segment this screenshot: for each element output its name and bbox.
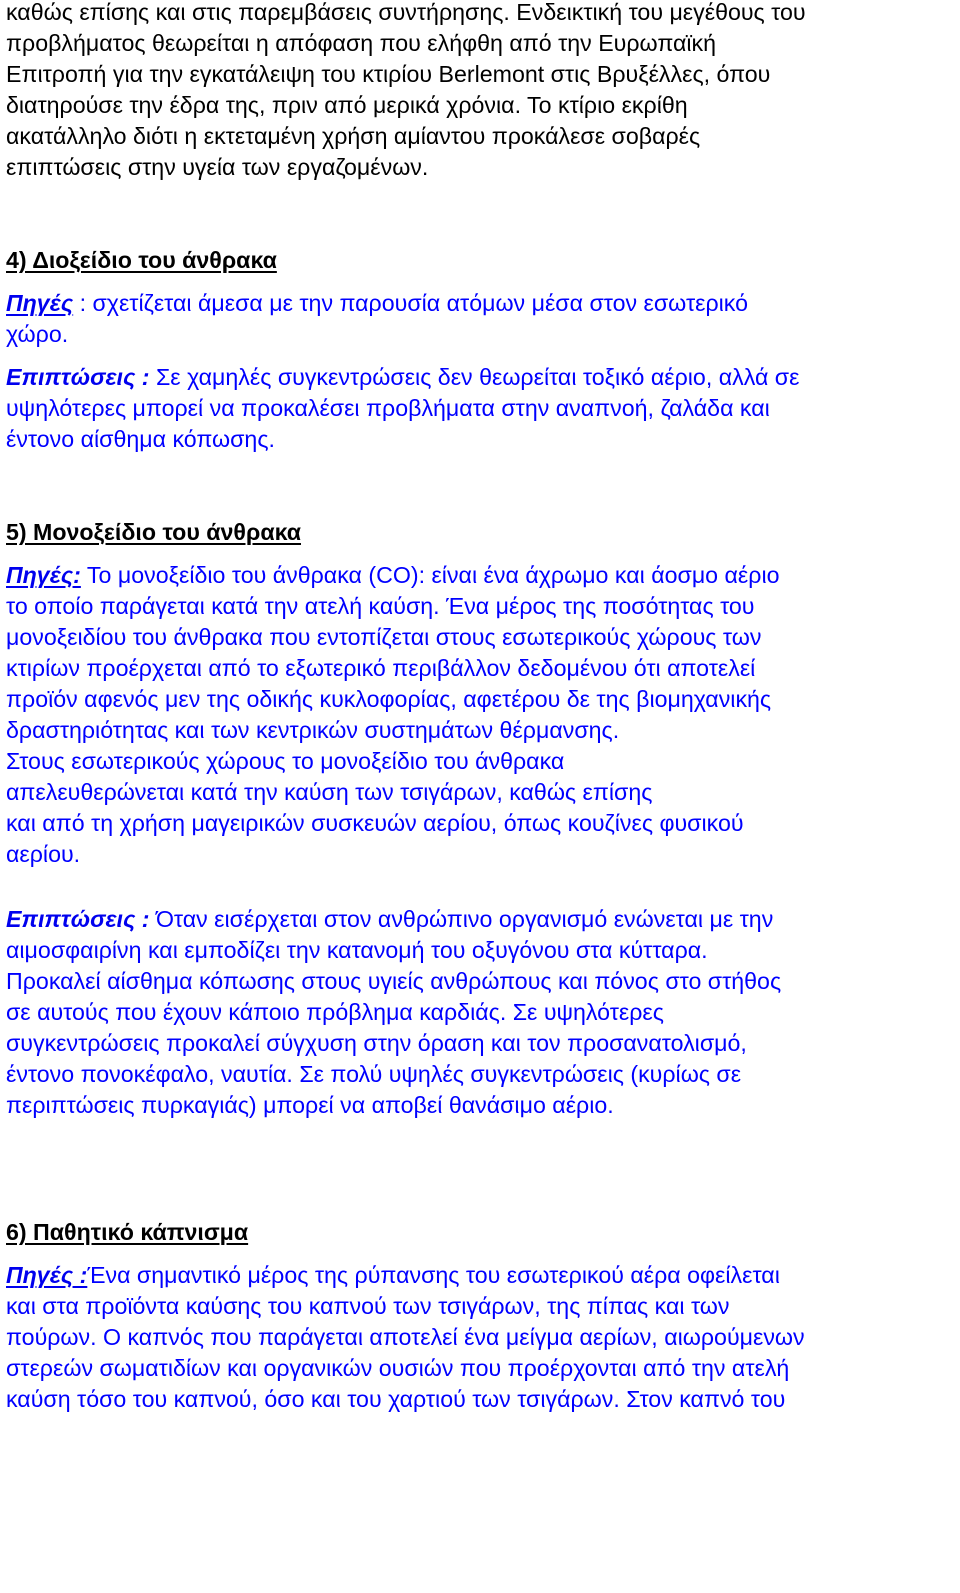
- sources-label: Πηγές:: [6, 562, 81, 588]
- spacer: [6, 455, 954, 517]
- section-heading: 4) Διοξείδιο του άνθρακα: [6, 247, 277, 273]
- sources-line: Πηγές: Το μονοξείδιο του άνθρακα (CO): είναι ένα άχρωμο και άοσμο αέριο: [6, 562, 780, 588]
- paragraph-line: προβλήματος θεωρείται η απόφαση που ελήφθη από την Ευρωπαϊκή: [6, 30, 717, 56]
- paragraph-line: ακατάλληλο διότι η εκτεταμένη χρήση αμίαντου προκάλεσε σοβαρές: [6, 123, 701, 149]
- sources-line: Πηγές : σχετίζεται άμεσα με την παρουσία ατόμων μέσα στον εσωτερικό: [6, 290, 748, 316]
- paragraph-line: περιπτώσεις πυρκαγιάς) μπορεί να αποβεί θανάσιμο αέριο.: [6, 1092, 614, 1118]
- paragraph-line: Προκαλεί αίσθημα κόπωσης στους υγιείς ανθρώπους και πόνος στο στήθος: [6, 968, 782, 994]
- spacer: [6, 1183, 954, 1217]
- paragraph-line: έντονο πονοκέφαλο, ναυτία. Σε πολύ υψηλές συγκεντρώσεις (κυρίως σε: [6, 1061, 742, 1087]
- paragraph-line: καύση τόσο του καπνού, όσο και του χαρτιού των τσιγάρων. Στον καπνό του: [6, 1386, 786, 1412]
- paragraph-line: επιπτώσεις στην υγεία των εργαζομένων.: [6, 154, 429, 180]
- spacer: [6, 870, 954, 904]
- spacer: [6, 183, 954, 245]
- paragraph-line: χώρο.: [6, 321, 69, 347]
- spacer: [6, 548, 954, 560]
- paragraph-line: μονοξειδίου του άνθρακα που εντοπίζεται στους εσωτερικούς χώρους των: [6, 624, 762, 650]
- section-heading: 5) Μονοξείδιο του άνθρακα: [6, 519, 301, 545]
- sources-label: Πηγές :: [6, 1262, 88, 1288]
- intro-paragraph: [6, 0, 954, 183]
- paragraph-line: στερεών σωματιδίων και οργανικών ουσιών που προέρχονται από την ατελή: [6, 1355, 790, 1381]
- paragraph-line: διατηρούσε την έδρα της, πριν από μερικά χρόνια. Το κτίριο εκρίθη: [6, 92, 688, 118]
- spacer: [6, 276, 954, 288]
- paragraph-line: πούρων. Ο καπνός που παράγεται αποτελεί ένα μείγμα αερίων, αιωρούμενων: [6, 1324, 805, 1350]
- spacer: [6, 1121, 954, 1183]
- paragraph-line: προϊόν αφενός μεν της οδικής κυκλοφορίας, αφετέρου δε της βιομηχανικής: [6, 686, 772, 712]
- paragraph-line: υψηλότερες μπορεί να προκαλέσει προβλήματα στην αναπνοή, ζαλάδα και: [6, 395, 770, 421]
- paragraph-line: καθώς επίσης και στις παρεμβάσεις συντήρησης. Ενδεικτική του μεγέθους του: [6, 0, 806, 25]
- paragraph-line: συγκεντρώσεις προκαλεί σύγχυση στην όραση και τον προσανατολισμό,: [6, 1030, 747, 1056]
- paragraph-line: αερίου.: [6, 841, 81, 867]
- paragraph-line: Στους εσωτερικούς χώρους το μονοξείδιο του άνθρακα: [6, 748, 565, 774]
- effects-line: Επιπτώσεις : Όταν εισέρχεται στον ανθρώπινο οργανισμό ενώνεται με την: [6, 906, 774, 932]
- sources-label: Πηγές: [6, 290, 74, 316]
- paragraph-line: έντονο αίσθημα κόπωσης.: [6, 426, 275, 452]
- section-heading: 6) Παθητικό κάπνισμα: [6, 1219, 249, 1245]
- document-page: [6, 0, 954, 1415]
- spacer: [6, 1248, 954, 1260]
- effects-label: Επιπτώσεις :: [6, 364, 150, 390]
- section-carbon-monoxide: [6, 517, 954, 1121]
- paragraph-line: Επιτροπή για την εγκατάλειψη του κτιρίου Berlemont στις Βρυξέλλες, όπου: [6, 61, 771, 87]
- paragraph-line: σε αυτούς που έχουν κάποιο πρόβλημα καρδιάς. Σε υψηλότερες: [6, 999, 664, 1025]
- paragraph-line: και στα προϊόντα καύσης του καπνού των τσιγάρων, της πίπας και των: [6, 1293, 730, 1319]
- paragraph-line: και από τη χρήση μαγειρικών συσκευών αερίου, όπως κουζίνες φυσικού: [6, 810, 744, 836]
- paragraph-line: δραστηριότητας και των κεντρικών συστημάτων θέρμανσης.: [6, 717, 620, 743]
- effects-label: Επιπτώσεις :: [6, 906, 150, 932]
- paragraph-line: αιμοσφαιρίνη και εμποδίζει την κατανομή του οξυγόνου στα κύτταρα.: [6, 937, 708, 963]
- section-passive-smoking: [6, 1217, 954, 1415]
- paragraph-line: το οποίο παράγεται κατά την ατελή καύση. Ένα μέρος της ποσότητας του: [6, 593, 755, 619]
- paragraph-line: απελευθερώνεται κατά την καύση των τσιγάρων, καθώς επίσης: [6, 779, 653, 805]
- paragraph-line: κτιρίων προέρχεται από το εξωτερικό περιβάλλον δεδομένου ότι αποτελεί: [6, 655, 756, 681]
- sources-line: Πηγές :Ένα σημαντικό μέρος της ρύπανσης του εσωτερικού αέρα οφείλεται: [6, 1262, 780, 1288]
- section-carbon-dioxide: [6, 245, 954, 455]
- effects-line: Επιπτώσεις : Σε χαμηλές συγκεντρώσεις δεν θεωρείται τοξικό αέριο, αλλά σε: [6, 364, 800, 390]
- spacer: [6, 350, 954, 362]
